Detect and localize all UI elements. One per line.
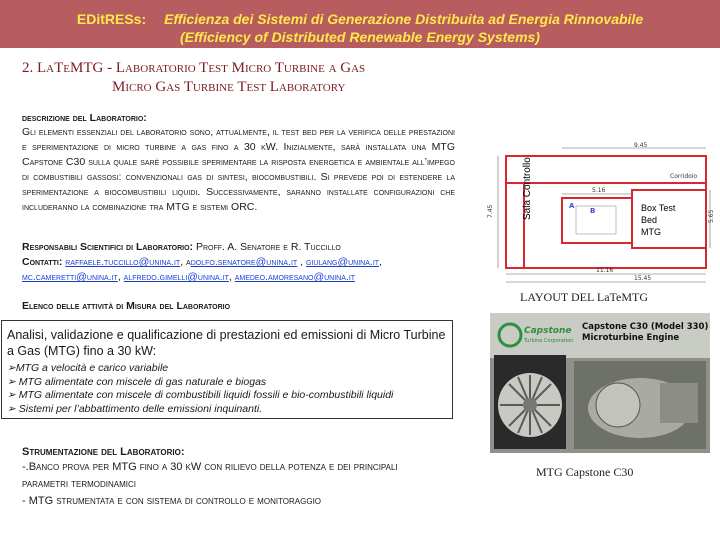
brand-name: EDitRESs: <box>76 11 147 27</box>
dim-right: 5.65 <box>708 209 715 223</box>
box-label-1: Box Test <box>641 203 676 213</box>
arrow-bullet-icon: ➢ <box>7 402 16 415</box>
dim-bottom2: 15.45 <box>634 275 652 282</box>
list-item <box>7 389 452 403</box>
activity-text: MTG a velocità e carico variabile <box>15 362 169 374</box>
strumentazione-line1: -.Banco prova per MTG fino a 30 kW con rilievo della potenza e dei principali <box>22 461 398 473</box>
descrizione-text: Gli elementi essenziali del laboratorio sono, attualmente, il test bed per la verifica delle prestazioni e sperimentazione di micro turbine a gas fino a 30 kW. Inizialmente, sarà installata una MTG Capstone C30 sulla quale sarè possibile sperimentare la risposta energetica e ambientale all’impego di combustibili gassosi: convenzionali gas di sintesi, biocombustibili. Si prevede poi di estendere la sperimentazione a biocombustibili liquidi. Successivamente, saranno installate configurazioni che includeranno la combinazione tra MTG e sistemi ORC. <box>22 126 455 213</box>
page-subtitle: Micro Gas Turbine Test Laboratory <box>112 79 346 95</box>
arrow-bullet-icon: ➢ <box>7 389 16 401</box>
email-link-cameretti[interactable]: mc.cameretti@unina.it <box>22 271 118 283</box>
photo-title1: Capstone C30 (Model 330) <box>582 322 709 332</box>
mtg-caption: MTG Capstone C30 <box>536 465 634 479</box>
descrizione-heading: descrizione del Laboratorio: <box>22 112 147 124</box>
corridor-label: Corridoio <box>670 173 698 180</box>
sep: , <box>297 256 306 268</box>
activities-box <box>1 320 453 419</box>
logo-subtext: Turbine Corporation <box>524 338 574 344</box>
strumentazione-line3: - MTG strumentata e con sistema di controllo e monitoraggio <box>22 495 322 507</box>
page-title: 2. LaTeMTG - Laboratorio Test Micro Turbine a Gas <box>22 60 366 76</box>
list-item <box>7 362 452 376</box>
banner-title: Efficienza dei Sistemi di Generazione Distribuita ad Energia Rinnovabile <box>164 11 644 27</box>
activity-text: Sistemi per l’abbattimento delle emissioni inquinanti. <box>15 402 263 415</box>
sep: , <box>228 271 235 283</box>
email-link-gimelli[interactable]: alfredo.gimelli@unina.it <box>123 271 229 283</box>
email-link-amoresano[interactable]: amedeo.amoresano@unina.it <box>234 271 356 283</box>
responsabili-block <box>22 240 455 285</box>
activities-list <box>7 362 452 416</box>
layout-caption: LAYOUT DEL LaTeMTG <box>520 290 649 304</box>
activity-text: MTG alimentate con miscele di gas naturale e biogas <box>15 375 267 388</box>
room-a-label: A <box>569 202 575 210</box>
list-item <box>7 403 452 417</box>
floor-plan <box>484 138 714 288</box>
arrow-bullet-icon: ➢ <box>7 375 16 388</box>
responsabili-names: Proff. A. Senatore e R. Tuccillo <box>195 241 341 253</box>
mtg-photo <box>490 313 710 453</box>
strumentazione-heading: Strumentazione del Laboratorio: <box>22 446 185 458</box>
dim-left: 7.45 <box>487 204 494 218</box>
activity-text: MTG alimentate con miscele di combustibili liquidi fossili e bio-combustibili liquidi <box>15 389 394 401</box>
email-link-giulang[interactable]: giulang@unina.it <box>305 256 380 268</box>
dim-inner: 5.16 <box>592 187 606 194</box>
activities-intro: Analisi, validazione e qualificazione di prestazioni ed emissioni di Micro Turbine a Gas (MTG) fino a 30 kW: <box>7 328 446 358</box>
strumentazione-line2: parametri termodinamici <box>22 478 137 490</box>
room-b-label: B <box>590 207 596 215</box>
responsabili-heading: Responsabili Scientifici di Laboratorio: <box>22 241 194 253</box>
sep: , <box>117 271 124 283</box>
header-banner <box>0 0 720 48</box>
box-label-2: Bed <box>641 215 658 225</box>
elenco-heading: Elenco delle attività di Misura del Laboratorio <box>22 300 231 312</box>
photo-title2: Microturbine Engine <box>582 333 680 343</box>
sep: , <box>379 256 382 268</box>
email-link-senatore[interactable]: dolfo.senatore@unina.it <box>190 256 298 268</box>
banner-line1 <box>0 11 720 27</box>
box-label-3: MTG <box>641 227 661 237</box>
logo-text: Capstone <box>524 326 572 336</box>
dim-top: 9.45 <box>634 142 648 149</box>
sep: , a <box>180 256 191 268</box>
arrow-bullet-icon: ➢ <box>7 362 16 374</box>
list-item <box>7 376 452 390</box>
contacts-label: Contatti: <box>22 256 63 268</box>
banner-subtitle: (Efficiency of Distributed Renewable Energy Systems) <box>180 29 540 45</box>
sala-controllo-label: Sala Controllo <box>522 157 533 220</box>
email-link-tuccillo[interactable]: raffaele.tuccillo@unina.it <box>65 256 181 268</box>
dim-bottom1: 11.16 <box>596 267 614 274</box>
